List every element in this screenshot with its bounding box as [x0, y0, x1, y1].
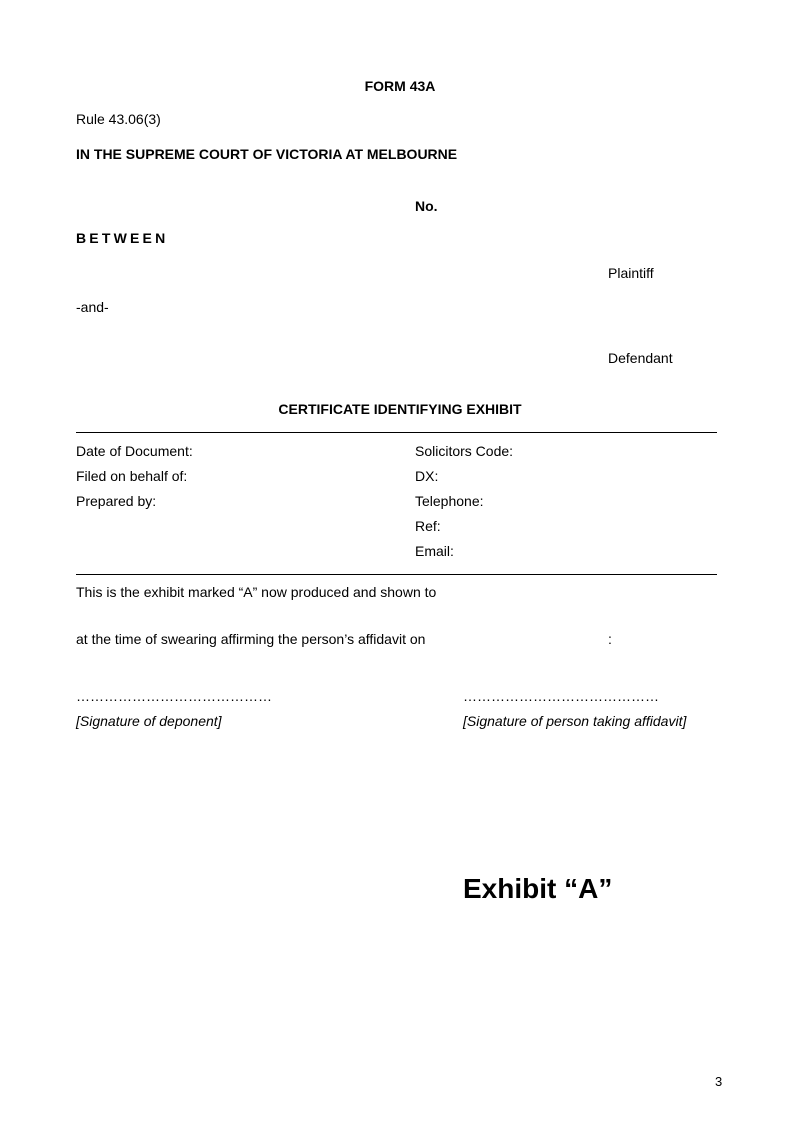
statement-colon: :: [608, 631, 612, 647]
taker-signature-caption: [Signature of person taking affidavit]: [463, 713, 687, 729]
and-separator: -and-: [76, 299, 109, 315]
exhibit-statement: This is the exhibit marked “A” now produced and shown to: [76, 584, 437, 600]
prepared-by-label: Prepared by:: [76, 493, 157, 509]
court-heading: IN THE SUPREME COURT OF VICTORIA AT MELBOURNE: [76, 146, 458, 162]
solicitors-code-label: Solicitors Code:: [415, 443, 514, 459]
filed-on-behalf-label: Filed on behalf of:: [76, 468, 188, 484]
deponent-signature-caption: [Signature of deponent]: [76, 713, 222, 729]
email-label: Email:: [415, 543, 454, 559]
rule-reference: Rule 43.06(3): [76, 111, 161, 127]
page-number: 3: [715, 1074, 723, 1089]
plaintiff-label: Plaintiff: [608, 265, 654, 281]
taker-signature-line: ……………………………………: [463, 688, 659, 704]
certificate-title: CERTIFICATE IDENTIFYING EXHIBIT: [278, 401, 522, 417]
bottom-rule: [76, 574, 717, 575]
form-title: FORM 43A: [364, 78, 436, 94]
between-heading: BETWEEN: [76, 230, 169, 246]
case-number-label: No.: [415, 198, 438, 214]
telephone-label: Telephone:: [415, 493, 484, 509]
date-of-document-label: Date of Document:: [76, 443, 193, 459]
defendant-label: Defendant: [608, 350, 673, 366]
dx-label: DX:: [415, 468, 439, 484]
exhibit-label: Exhibit “A”: [463, 873, 613, 904]
deponent-signature-line: ……………………………………: [76, 688, 272, 704]
affidavit-statement: at the time of swearing affirming the person’s affidavit on: [76, 631, 426, 647]
ref-label: Ref:: [415, 518, 441, 534]
top-rule: [76, 432, 717, 433]
